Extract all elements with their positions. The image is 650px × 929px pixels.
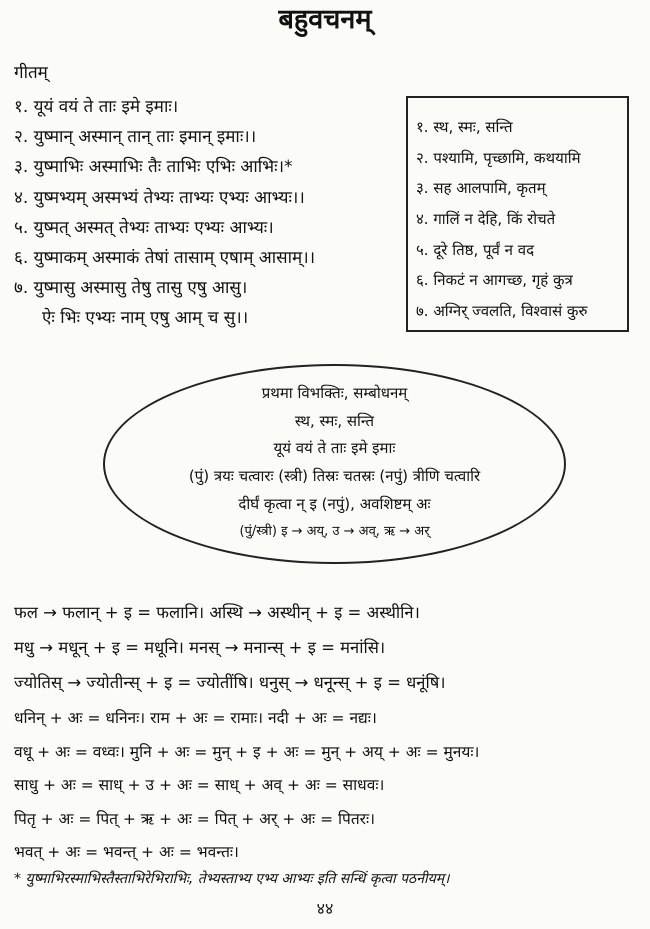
- verb-line: ५. दूरे तिष्ठ, पूर्वं न वद: [416, 240, 535, 259]
- gitam-line: २. युष्मान् अस्मान् तान् ताः इमान् इमाः।।: [14, 127, 257, 148]
- ellipse-line: यूयं वयं ते ताः इमे इमाः: [273, 439, 396, 458]
- gitam-heading: गीतम्: [14, 63, 48, 83]
- verb-line: ३. सह आलपामि, कृतम्: [416, 179, 546, 198]
- example-line: साधु + अः = साध् + उ + अः = साध् + अव् + अः = साधवः।: [14, 776, 385, 794]
- rule-line: फल → फलान् + इ = फलानि। अस्थि → अस्थीन् + इ = अस्थीनि।: [14, 603, 420, 622]
- example-line: भवत् + अः = भवन्त् + अः = भवन्तः।: [14, 843, 239, 861]
- ellipse-line: (पुं) त्रयः चत्वारः (स्त्री) तिस्रः चतस्रः (नपुं) त्रीणि चत्वारि: [188, 467, 481, 486]
- verb-line: ७. अग्निर् ज्वलति, विश्वासं कुरु: [416, 302, 588, 321]
- page-number: ४४: [316, 899, 334, 918]
- declension-rules: [14, 596, 644, 701]
- verb-line: ४. गालिं न देहि, किं रोचते: [416, 210, 556, 229]
- verbs-box: [406, 96, 629, 332]
- gitam-line: १. यूयं वयं ते ताः इमे इमाः।: [14, 97, 179, 117]
- verb-line: २. पश्यामि, पृच्छामि, कथयामि: [416, 148, 581, 167]
- rule-line: मधु → मधून् + इ = मधूनि। मनस् → मनान्स् + इ = मनांसि।: [14, 638, 386, 657]
- verb-line: ६. निकटं न आगच्छ, गृहं कुत्र: [416, 271, 573, 290]
- rule-line: ज्योतिस् → ज्योतीन्स् + इ = ज्योतींषि। धनुस् → धनून्स् + इ = धनूंषि।: [14, 673, 446, 692]
- footnote: * युष्माभिरस्माभिस्तैस्ताभिरेभिराभिः, तेभ्यस्ताभ्य एभ्य आभ्यः इति सन्धिं कृत्वा पठनीयम्।: [14, 871, 450, 887]
- declension-examples: [14, 702, 644, 870]
- gitam-verse: [14, 92, 404, 334]
- example-line: धनिन् + अः = धनिनः। राम + अः = रामाः। नदी + अः = नद्यः।: [14, 709, 377, 727]
- page-title: बहुवचनम्: [278, 4, 372, 35]
- ellipse-heading: प्रथमा विभक्तिः, सम्बोधनम्: [261, 384, 408, 402]
- verb-line: १. स्थ, स्मः, सन्ति: [416, 118, 513, 136]
- gitam-line: ५. युष्मत् अस्मत् तेभ्यः ताभ्यः एभ्यः आभ्यः।: [14, 217, 274, 238]
- summary-ellipse-text: [103, 380, 566, 546]
- gitam-line-suffixes: ऐः भिः एभ्यः नाम् एषु आम् च सु।।: [42, 308, 249, 329]
- gitam-line: ४. युष्मभ्यम् अस्मभ्यं तेभ्यः ताभ्यः एभ्यः आभ्यः।।: [14, 187, 305, 208]
- ellipse-line: दीर्घं कृत्वा न् इ (नपुं), अवशिष्टम् अः: [238, 494, 431, 513]
- example-line: पितृ + अः = पित् + ऋ + अः = पित् + अर् + अः = पितरः।: [14, 809, 376, 828]
- ellipse-line: स्थ, स्मः, सन्ति: [294, 411, 375, 430]
- ellipse-line: (पुं/स्त्री) इ → अय्, उ → अव्, ऋ → अर्: [239, 524, 430, 540]
- gitam-line: ७. युष्मासु अस्मासु तेषु तासु एषु आसु।: [14, 278, 248, 299]
- example-line: वधू + अः = वध्वः। मुनि + अः = मुन् + इ + अः = मुन् + अय् + अः = मुनयः।: [14, 742, 480, 761]
- gitam-line: ३. युष्माभिः अस्माभिः तैः ताभिः एभिः आभिः।*: [14, 157, 293, 178]
- gitam-line: ६. युष्माकम् अस्माकं तेषां तासाम् एषाम् आसाम्।।: [14, 247, 316, 268]
